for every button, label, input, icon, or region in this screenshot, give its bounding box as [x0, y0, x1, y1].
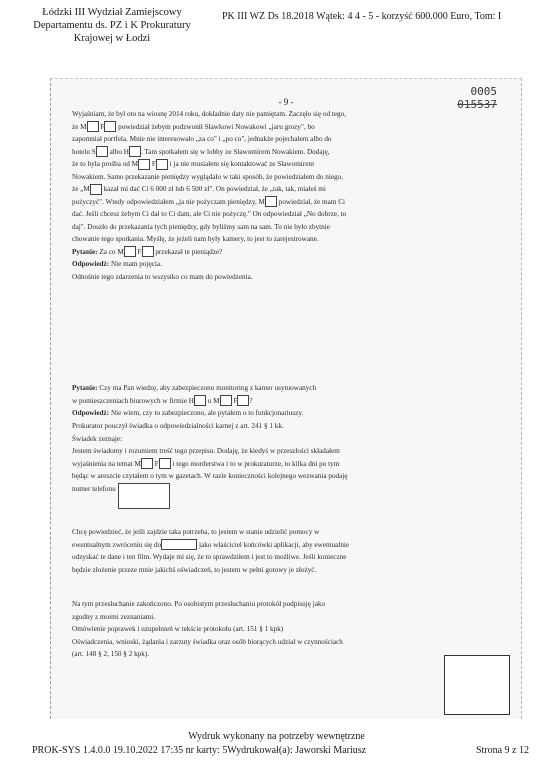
- answer-text: Nie wiem, czy to zabezpieczono, ale pytałem o to funkcjonariuszy.: [110, 409, 304, 417]
- header-line-3: Krajowej w Łodzi: [73, 33, 151, 44]
- text-line: Prokurator pouczył świadka o odpowiedzialności karnej z art. 241 § 1 kk.: [72, 422, 284, 430]
- redaction-box: [141, 458, 153, 469]
- text-line: Świadek zeznaje:: [72, 434, 123, 443]
- text-line: zapomniał portfela. Mnie nie interesowało „za co" i „po co", jednakże pojechałem albo do: [72, 135, 332, 143]
- text-line: powiedział, że mam Ci: [278, 197, 345, 206]
- text-line: hotelu S: [72, 147, 96, 156]
- text-line: daj". Doszło do przekazania tych pieniędzy, gdy byliśmy sam na sam. To nie było zbytnie: [72, 222, 330, 231]
- stamp-number-old: 015537: [457, 98, 497, 111]
- question-text: ?: [249, 396, 253, 405]
- testimony-paragraph-1: [72, 108, 492, 283]
- signature-redaction-box: [444, 655, 510, 715]
- text-line: albo H: [109, 147, 129, 156]
- text-line: Odnośnie tego zdarzenia to wszystko co mam do powiedzenia.: [72, 272, 253, 281]
- testimony-paragraph-2: [72, 420, 492, 509]
- redaction-box: [118, 483, 170, 509]
- redaction-box: [138, 159, 150, 170]
- header-institution: [12, 6, 212, 45]
- footer-print-note: Wydruk wykonany na potrzeby wewnętrzne: [188, 731, 365, 742]
- page-number: - 9 -: [278, 97, 294, 107]
- question-text: w pomieszczeniach biurowych w firmie H: [72, 396, 194, 405]
- answer-label: Odpowiedź:: [72, 409, 110, 417]
- question-text: u M: [207, 396, 220, 405]
- question-text: F: [137, 247, 142, 256]
- text-line: F: [151, 160, 156, 168]
- question-text: F: [233, 396, 238, 405]
- answer-label: Odpowiedź:: [72, 260, 110, 268]
- text-line: Nowakiem. Samo przekazanie pieniędzy wyglądało w taki sposób, że powiedziałem do niego,: [72, 172, 344, 181]
- text-line: i tego morderstwa i to w prokuraturze, to kilka dni po tym: [172, 459, 340, 468]
- text-line: Oświadczenia, wnioski, żądania i zarzuty świadka oraz osób biorących udział w czynnościach: [72, 637, 343, 646]
- answer-text: Nie mam pojęcia.: [110, 260, 162, 268]
- closing-paragraph: [72, 598, 492, 661]
- text-line: że „M: [72, 185, 90, 193]
- redaction-box: [104, 121, 116, 132]
- question-label: Pytanie:: [72, 247, 98, 256]
- question-label: Pytanie:: [72, 384, 98, 392]
- text-line: ewentualnym zwróceniu się do: [72, 540, 162, 549]
- redaction-box: [265, 196, 277, 207]
- redaction-box: [87, 121, 99, 132]
- text-line: że M: [72, 122, 87, 131]
- redaction-box: [237, 395, 249, 406]
- question-2-block: [72, 382, 492, 420]
- text-line: Jestem świadomy i rozumiem treść tego przepisu. Dodaję, że kiedyś w przeszłości składałem: [72, 447, 340, 455]
- testimony-paragraph-3: [72, 526, 492, 576]
- text-line: F: [154, 459, 159, 468]
- redaction-box: [124, 246, 136, 257]
- text-line: chowanie tego spotkania. Myślę, że jeżeli nam były kamery, to jest to zarejestrowane.: [72, 235, 319, 243]
- text-line: F: [100, 122, 105, 131]
- text-line: wyjaśnienia na temat M: [72, 459, 141, 468]
- redaction-box: [159, 458, 171, 469]
- header-case-reference: PK III WZ Ds 18.2018 Wątek: 4 4 - 5 - korzyść 600.000 Euro, Tom: I: [222, 11, 502, 22]
- text-line: numer telefonu: [72, 484, 116, 493]
- question-text: Za co M: [99, 247, 124, 256]
- text-line: . Tam spotkałem się w lobby ze Sławomirem Nowakiem. Dodaję,: [140, 147, 330, 156]
- redaction-box: [161, 539, 197, 550]
- text-line: Omówienie poprawek i uzupełnień w tekście protokołu (art. 151 § 1 kpk): [72, 625, 284, 633]
- text-line: będąc w areszcie czytałem o tym w gazetach. W razie konieczności kolejnego wezwania podaję: [72, 472, 348, 480]
- text-line: Chcę powiedzieć, że jeśli zajdzie taka potrzeba, to jestem w stanie udzielić pomocy w: [72, 528, 320, 536]
- header-line-1: Łódzki III Wydział Zamiejscowy: [42, 7, 182, 18]
- redaction-box: [156, 159, 168, 170]
- redaction-box: [90, 184, 102, 195]
- footer-system-info: PROK-SYS 1.4.0.0 19.10.2022 17:35 nr karty: 5Wydrukował(a): Jaworski Mariusz: [32, 745, 367, 756]
- text-line: że to była prośba od M: [72, 160, 139, 168]
- text-line: kazał mi dać Ci 6 000 zł lub 6 500 zł". On powiedział, że „tak, tak, miałeś mi: [103, 185, 326, 193]
- text-line: Na tym przesłuchanie zakończono. Po osobistym przesłuchaniu protokół podpisuję jako: [72, 600, 326, 608]
- redaction-box: [142, 246, 154, 257]
- text-line: Wyjaśniam, że był oto na wiosnę 2014 roku, dokładnie daty nie pamiętam. Zaczęło się od tego,: [72, 110, 347, 118]
- text-line: i ja nie musiałem się kontaktować ze Sławomirem: [169, 160, 314, 168]
- redaction-box: [96, 146, 108, 157]
- text-line: powiedział żebym podzwonił Sławkowi Nowakowi „jaru grozy", bo: [118, 122, 315, 131]
- text-line: jako właściciel końcówki aplikacji, aby ewentualnie: [199, 540, 350, 549]
- text-line: odzyskać te dane i ten film. Wydaje mi się, że to sprawdziłem i jest to możliwe. Jeśli konieczne: [72, 553, 347, 561]
- text-line: pożyczyć". Wtedy odpowiedziałem „ja nie pożyczam pieniędzy, M: [72, 197, 265, 206]
- redaction-box: [220, 395, 232, 406]
- footer-page-count: Strona 9 z 12: [475, 745, 529, 756]
- header-line-2: Departamentu ds. PZ i K Prokuratury: [33, 20, 191, 31]
- text-line: (art. 148 § 2, 150 § 2 kpk).: [72, 650, 150, 658]
- redaction-box: [129, 146, 141, 157]
- question-text: Czy ma Pan wiedzę, aby zabezpieczono monitoring z kamer usytuowanych: [99, 384, 317, 392]
- stamp-number: 0005: [470, 85, 497, 98]
- redaction-box: [194, 395, 206, 406]
- text-line: zgodny z moimi zeznaniami.: [72, 612, 156, 621]
- text-line: będzie złożenie przeze mnie jakichś oświadczeń, to jestem w pełni gotowy je złożyć.: [72, 565, 317, 574]
- question-text: przekazał te pieniądze?: [155, 247, 223, 256]
- text-line: dać. Jeśli chcesz żebym Ci dał to Ci dam, ale Ci nie pożyczę." On odpowiedział „No dobrze, to: [72, 210, 347, 218]
